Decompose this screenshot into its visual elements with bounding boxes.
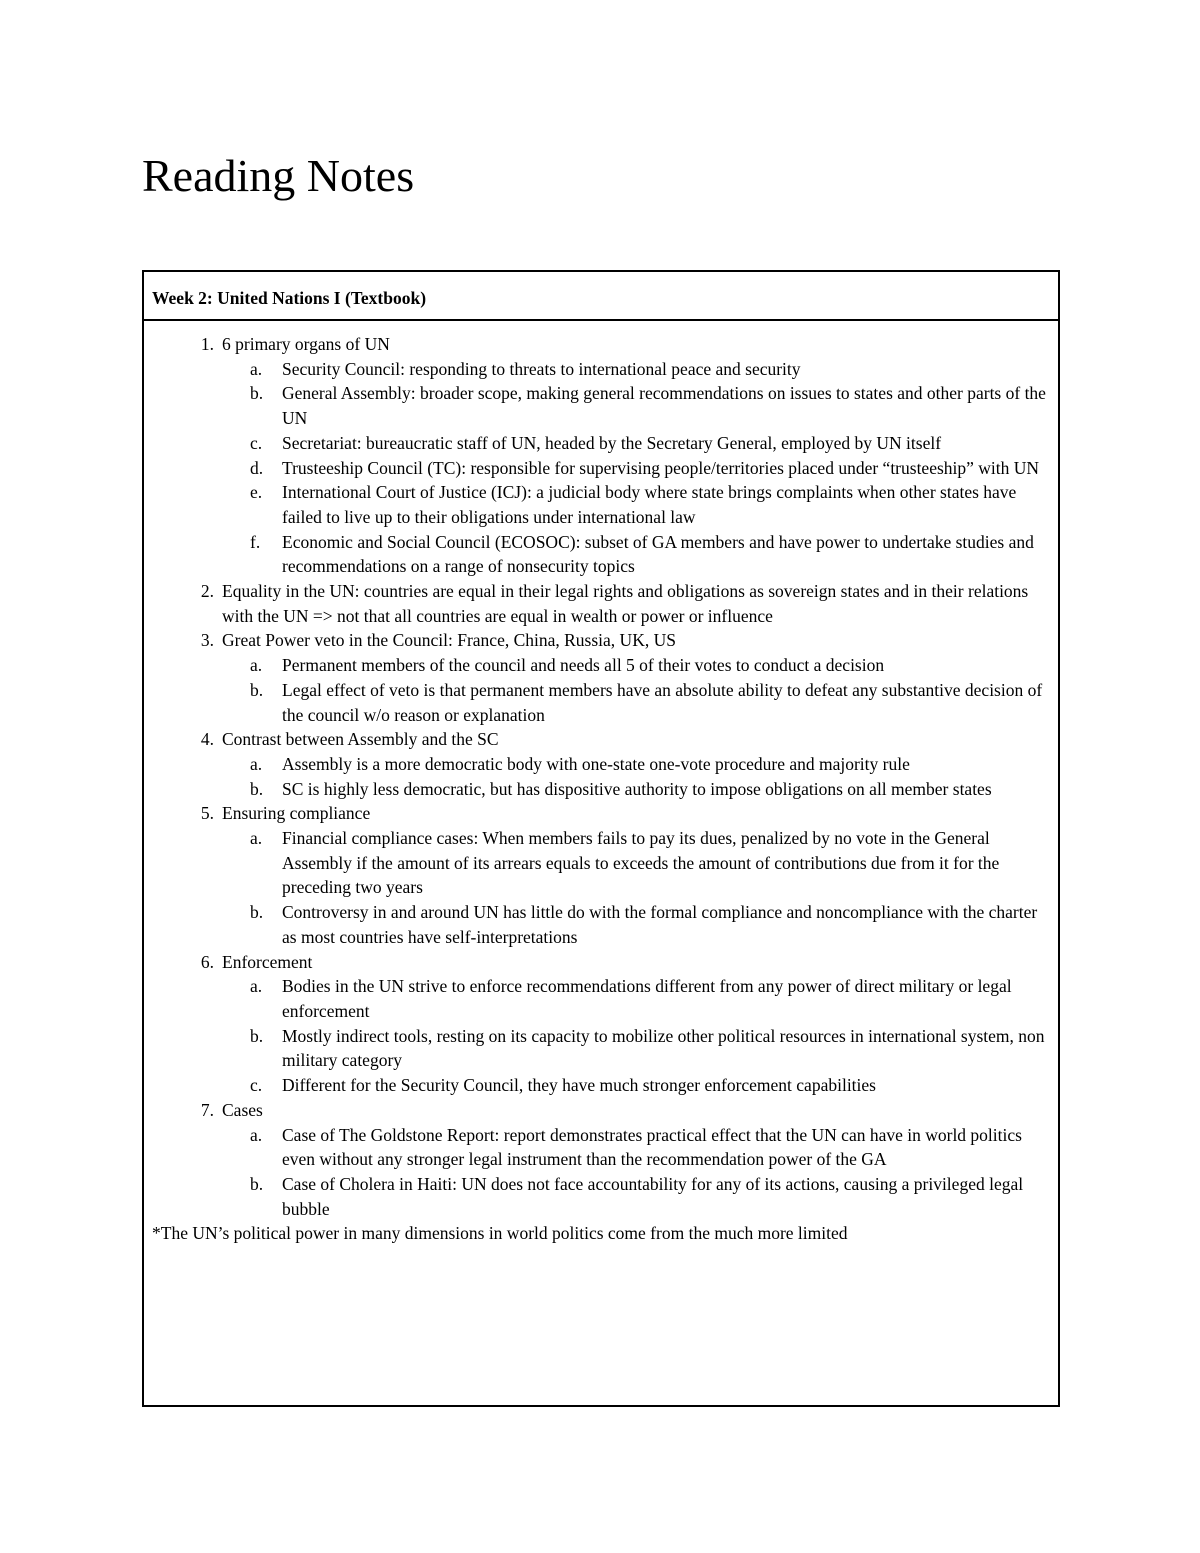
footnote: *The UN’s political power in many dimensions in world politics come from the much more limited bbox=[152, 1223, 848, 1244]
sub-list-item-text: Mostly indirect tools, resting on its capacity to mobilize other political resources in international system, non military category bbox=[282, 1025, 1045, 1071]
list-item-number: 6. bbox=[200, 951, 214, 972]
list-item bbox=[152, 579, 1050, 628]
sub-list-item-letter: b. bbox=[250, 1173, 264, 1194]
list-item-text: Cases bbox=[222, 1099, 263, 1120]
sub-list-item bbox=[152, 1172, 1050, 1221]
sub-list-item-text: Security Council: responding to threats to international peace and security bbox=[282, 358, 801, 379]
list-item bbox=[152, 801, 1050, 826]
sub-list-item bbox=[152, 653, 1050, 678]
sub-list-item-text: Controversy in and around UN has little do with the formal compliance and noncompliance with the charter as most countries have self-interpretations bbox=[282, 902, 1038, 947]
sub-list-item-text: General Assembly: broader scope, making general recommendations on issues to states and other parts of the UN bbox=[282, 383, 1046, 429]
list-item-number: 1. bbox=[200, 334, 214, 354]
sub-list-item-letter: a. bbox=[250, 976, 263, 997]
sub-list-item-letter: c. bbox=[250, 1075, 263, 1096]
sub-list-item bbox=[152, 900, 1050, 949]
list-item-text: 6 primary organs of UN bbox=[222, 334, 390, 354]
sub-list-item-letter: b. bbox=[250, 902, 264, 923]
sub-list-item-letter: e. bbox=[250, 482, 263, 503]
sub-list-item-text: SC is highly less democratic, but has dispositive authority to impose obligations on all member states bbox=[282, 778, 992, 799]
sub-list-item bbox=[152, 431, 1050, 456]
sub-list-item-letter: b. bbox=[250, 1025, 264, 1046]
sub-list-item-letter: a. bbox=[250, 358, 263, 379]
sub-list-item-text: Financial compliance cases: When members fails to pay its dues, penalized by no vote in the General Assembly if the amount of its arrears equals to exceeds the amount of contributions due from it for the preceding two years bbox=[282, 828, 1000, 898]
list-item-number: 3. bbox=[200, 630, 214, 651]
sub-list-item bbox=[152, 357, 1050, 382]
list-item-text: Contrast between Assembly and the SC bbox=[222, 729, 499, 750]
table-body bbox=[144, 321, 1058, 1246]
sub-list-item-text: Legal effect of veto is that permanent members have an absolute ability to defeat any substantive decision of the council w/o reason or explanation bbox=[282, 679, 1043, 725]
sub-list-item-text: Case of The Goldstone Report: report demonstrates practical effect that the UN can have in world politics even without any stronger legal instrument than the recommendation power of the GA bbox=[282, 1124, 1022, 1170]
sub-list-item-letter: a. bbox=[250, 753, 263, 774]
list-item-text: Ensuring compliance bbox=[222, 803, 371, 824]
sub-list-item-text: Bodies in the UN strive to enforce recommendations different from any power of direct military or legal enforcement bbox=[282, 976, 1012, 1021]
list-item-number: 4. bbox=[200, 729, 214, 750]
sub-list-item bbox=[152, 752, 1050, 777]
sub-list-item-text: Trusteeship Council (TC): responsible for supervising people/territories placed under “trusteeship” with UN bbox=[282, 457, 1040, 478]
list-item-number: 5. bbox=[200, 803, 214, 824]
sub-list-item-text: Permanent members of the council and needs all 5 of their votes to conduct a decision bbox=[282, 655, 885, 676]
sub-list-item-letter: c. bbox=[250, 432, 263, 453]
sub-list-item-letter: b. bbox=[250, 679, 264, 700]
sub-list-item-letter: d. bbox=[250, 457, 264, 478]
sub-list-item-text: Assembly is a more democratic body with one-state one-vote procedure and majority rule bbox=[282, 753, 910, 774]
sub-list-item bbox=[152, 1073, 1050, 1098]
list-item bbox=[152, 727, 1050, 752]
notes-table bbox=[142, 270, 1060, 1407]
sub-list-item-letter: a. bbox=[250, 655, 263, 676]
sub-list-item bbox=[152, 381, 1050, 430]
sub-list-item-text: Different for the Security Council, they have much stronger enforcement capabilities bbox=[282, 1075, 876, 1096]
list-item bbox=[152, 950, 1050, 975]
sub-list-item bbox=[152, 777, 1050, 802]
outline-list bbox=[152, 332, 1050, 1221]
sub-list-item bbox=[152, 826, 1050, 900]
sub-list-item bbox=[152, 530, 1050, 579]
page-title: Reading Notes bbox=[142, 150, 415, 201]
list-item-text: Enforcement bbox=[222, 951, 313, 972]
list-item-text: Equality in the UN: countries are equal in their legal rights and obligations as sovereign states and in their relations with the UN => not that all countries are equal in wealth or power or influence bbox=[222, 581, 1029, 626]
sub-list-item bbox=[152, 974, 1050, 1023]
sub-list-item-letter: b. bbox=[250, 383, 264, 404]
sub-list-item bbox=[152, 678, 1050, 727]
sub-list-item-letter: f. bbox=[250, 531, 261, 552]
sub-list-item-text: Economic and Social Council (ECOSOC): subset of GA members and have power to undertake studies and recommendations on a range of nonsecurity topics bbox=[282, 531, 1034, 577]
table-header: Week 2: United Nations I (Textbook) bbox=[144, 272, 1058, 321]
sub-list-item-letter: a. bbox=[250, 1124, 263, 1145]
list-item bbox=[152, 1098, 1050, 1123]
sub-list-item-text: Case of Cholera in Haiti: UN does not face accountability for any of its actions, causing a privileged legal bubble bbox=[282, 1173, 1024, 1219]
sub-list-item-letter: a. bbox=[250, 828, 263, 849]
sub-list-item-text: Secretariat: bureaucratic staff of UN, headed by the Secretary General, employed by UN itself bbox=[282, 432, 942, 453]
sub-list-item bbox=[152, 1123, 1050, 1172]
list-item bbox=[152, 332, 1050, 357]
list-item-number: 7. bbox=[200, 1099, 214, 1120]
sub-list-item bbox=[152, 480, 1050, 529]
list-item-text: Great Power veto in the Council: France, China, Russia, UK, US bbox=[222, 630, 676, 651]
sub-list-item-letter: b. bbox=[250, 778, 264, 799]
list-item bbox=[152, 628, 1050, 653]
sub-list-item bbox=[152, 456, 1050, 481]
sub-list-item bbox=[152, 1024, 1050, 1073]
sub-list-item-text: International Court of Justice (ICJ): a judicial body where state brings complaints when other states have failed to live up to their obligations under international law bbox=[282, 482, 1017, 527]
list-item-number: 2. bbox=[200, 581, 214, 602]
